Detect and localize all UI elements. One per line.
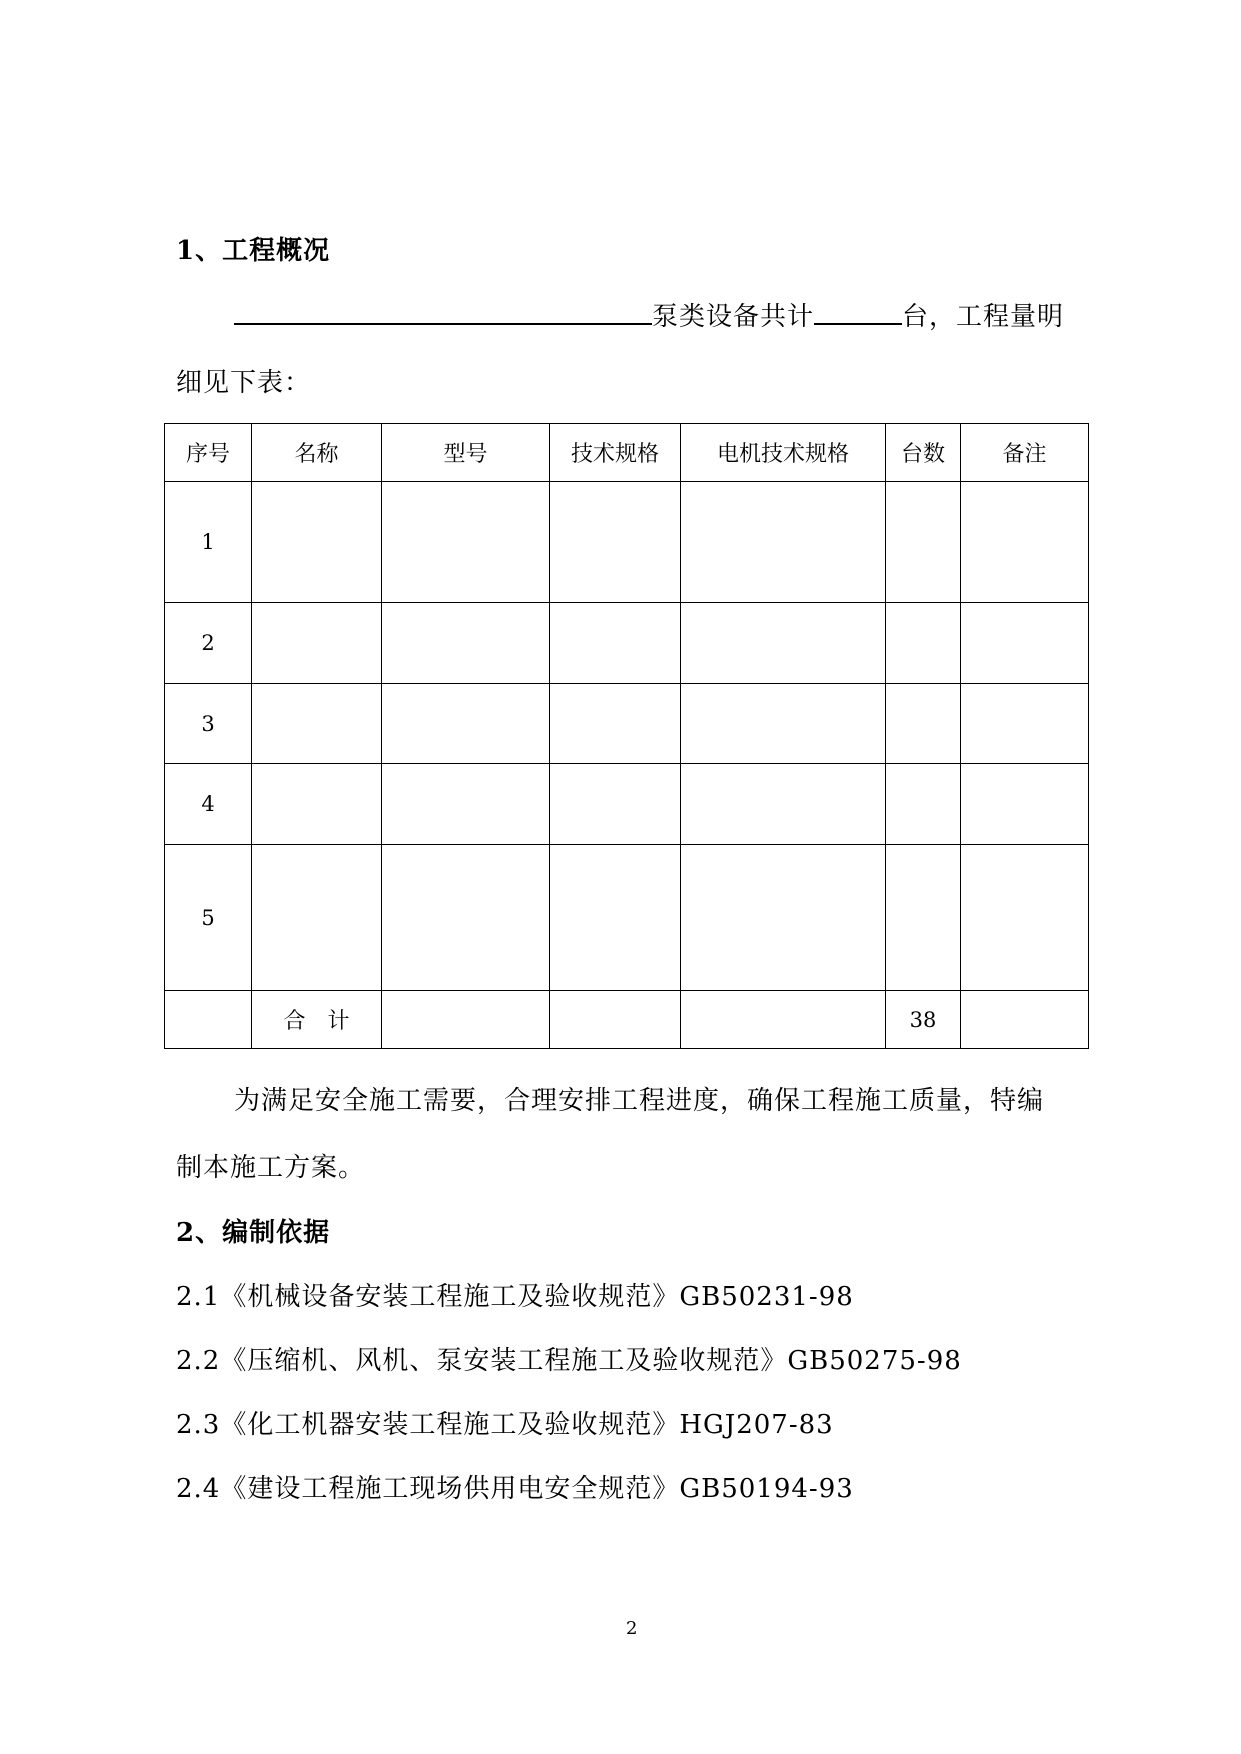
cell-model[interactable] [382,845,550,991]
cell-count[interactable] [886,764,961,845]
cell-remark[interactable] [961,603,1089,684]
cell-name[interactable] [252,603,382,684]
total-motor-spec-cell [681,991,886,1049]
cell-spec[interactable] [550,764,681,845]
cell-spec[interactable] [550,482,681,603]
cell-motor-spec[interactable] [681,764,886,845]
cell-model[interactable] [382,684,550,764]
cell-motor-spec[interactable] [681,845,886,991]
cell-model[interactable] [382,603,550,684]
table-row [165,845,1089,991]
total-number-cell [165,991,252,1049]
table-total-row [165,991,1089,1049]
overview-text: 泵类设备共计 [652,302,815,332]
total-model-cell [382,991,550,1049]
table-row [165,764,1089,845]
header-cell-spec: 技术规格 [550,424,681,482]
quantity-blank[interactable] [814,297,902,325]
header-cell-model: 型号 [382,424,550,482]
header-cell-name: 名称 [252,424,382,482]
project-name-blank[interactable] [234,297,652,325]
cell-name[interactable] [252,845,382,991]
reference-item: 2.2《压缩机、风机、泵安装工程施工及验收规范》GB50275-98 [176,1346,962,1376]
row-number: 5 [165,845,252,991]
cell-count[interactable] [886,845,961,991]
total-spec-cell [550,991,681,1049]
reference-item: 2.4《建设工程施工现场供用电安全规范》GB50194-93 [176,1474,854,1504]
overview-line-1 [234,296,1064,333]
header-cell-count: 台数 [886,424,961,482]
cell-count[interactable] [886,482,961,603]
cell-count[interactable] [886,684,961,764]
purpose-line-1: 为满足安全施工需要，合理安排工程进度，确保工程施工质量，特编 [234,1086,1045,1116]
purpose-line-2: 制本施工方案。 [176,1153,366,1183]
cell-remark[interactable] [961,764,1089,845]
cell-remark[interactable] [961,845,1089,991]
cell-remark[interactable] [961,482,1089,603]
reference-item: 2.3《化工机器安装工程施工及验收规范》HGJ207-83 [176,1410,834,1440]
equipment-table [164,423,1089,1049]
row-number: 1 [165,482,252,603]
table-header-row [165,424,1089,482]
cell-model[interactable] [382,482,550,603]
overview-suffix: 台，工程量明 [902,302,1065,332]
total-count: 38 [886,991,961,1049]
total-remark-cell [961,991,1089,1049]
section-1-heading: 1、工程概况 [176,236,331,266]
cell-remark[interactable] [961,684,1089,764]
row-number: 3 [165,684,252,764]
cell-model[interactable] [382,764,550,845]
cell-name[interactable] [252,684,382,764]
cell-name[interactable] [252,482,382,603]
cell-motor-spec[interactable] [681,603,886,684]
header-cell-no: 序号 [165,424,252,482]
total-label: 合 计 [252,991,382,1049]
cell-motor-spec[interactable] [681,684,886,764]
cell-motor-spec[interactable] [681,482,886,603]
section-2-heading: 2、编制依据 [176,1218,331,1248]
page-number: 2 [626,1618,638,1639]
reference-item: 2.1《机械设备安装工程施工及验收规范》GB50231-98 [176,1282,854,1312]
overview-line-2: 细见下表： [176,368,312,398]
header-cell-motor-spec: 电机技术规格 [681,424,886,482]
cell-spec[interactable] [550,603,681,684]
table-row [165,684,1089,764]
header-cell-remark: 备注 [961,424,1089,482]
table-row [165,482,1089,603]
cell-spec[interactable] [550,845,681,991]
cell-name[interactable] [252,764,382,845]
cell-spec[interactable] [550,684,681,764]
row-number: 4 [165,764,252,845]
cell-count[interactable] [886,603,961,684]
row-number: 2 [165,603,252,684]
table-row [165,603,1089,684]
